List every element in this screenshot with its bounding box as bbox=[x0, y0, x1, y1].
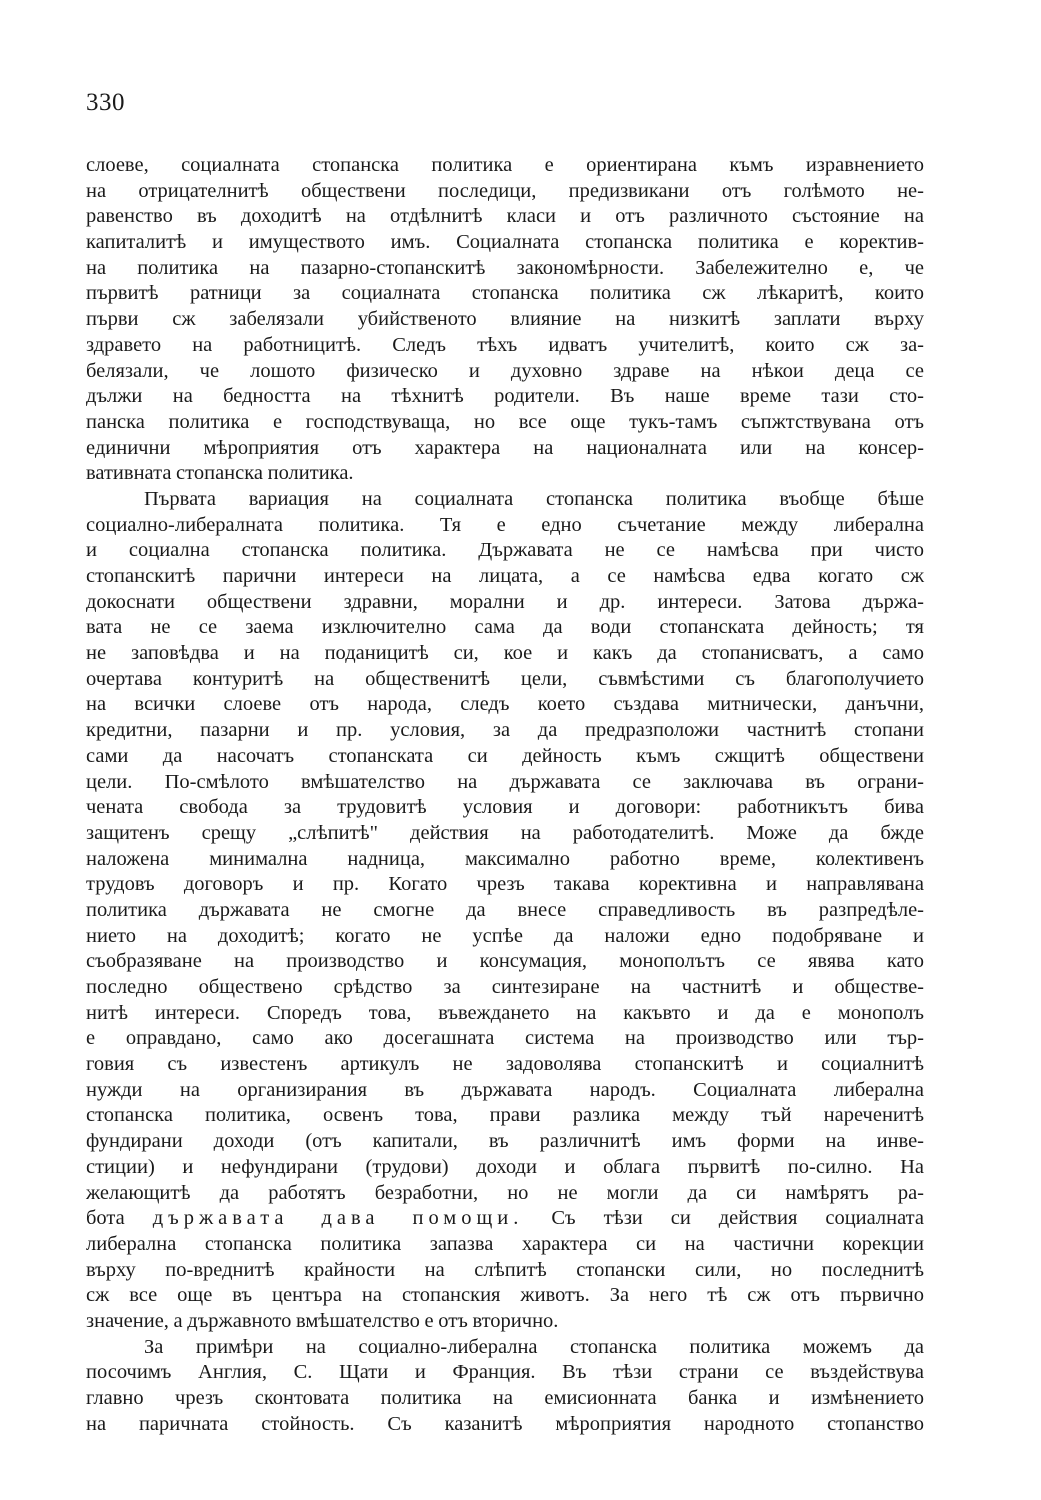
text-line: и социална стопанска политика. Държавата не се намѣсва при чисто bbox=[86, 539, 924, 562]
text-line: стиции) и нефундирани (трудови) доходи и облага първитѣ по-силно. На bbox=[86, 1155, 924, 1178]
text-line: докоснати обществени здравни, морални и др. интереси. Затова държа- bbox=[86, 590, 924, 613]
text-line: първи сж забелязали убийственото влияние на низкитѣ заплати върху bbox=[86, 308, 924, 331]
text-line-with-spaced-emphasis bbox=[86, 1206, 924, 1232]
text-line: фундирани доходи (отъ капитали, въ различнитѣ имъ форми на инве- bbox=[86, 1130, 924, 1153]
text-line: капиталитѣ и имуществото имъ. Социалната стопанска политика е коректив- bbox=[86, 231, 924, 254]
text-line: слоеве, социалната стопанска политика е ориентирана къмъ изравнението bbox=[86, 154, 924, 176]
text-line: кредитни, пазарни и пр. условия, за да предразположи частнитѣ стопани bbox=[86, 719, 924, 742]
text-line: либерална стопанска политика запазва характера си на частични корекции bbox=[86, 1232, 924, 1255]
text-line: не заповѣдва и на поданицитѣ си, кое и какъ да стопанисватъ, а само bbox=[86, 642, 924, 665]
text-line: наложена минимална надница, максимално работно време, колективенъ bbox=[86, 847, 924, 870]
text-line: равенство въ доходитѣ на отдѣлнитѣ класи и отъ различното състояние на bbox=[86, 205, 924, 228]
line-text-after: Съ тѣзи си действия социалната bbox=[523, 1207, 924, 1230]
paragraph-start-line: Първата вариация на социалната стопанска политика въобще бѣше bbox=[144, 487, 924, 510]
text-line: панска политика е господствуваща, но все още тукъ-тамъ съпжтствувана отъ bbox=[86, 410, 924, 433]
text-line: главно чрезъ сконтовата политика на емисионната банка и измѣнението bbox=[86, 1387, 924, 1409]
text-line: на отрицателнитѣ обществени последици, предизвикани отъ голѣмото не- bbox=[86, 179, 924, 202]
text-line: е оправдано, само ако досегашната система на производство или тър- bbox=[86, 1027, 924, 1050]
text-line: единични мѣроприятия отъ характера на националната или на консер- bbox=[86, 436, 924, 459]
text-line: първитѣ ратници за социалната стопанска политика сж лѣкаритѣ, които bbox=[86, 282, 924, 305]
text-line: белязали, че лошото физическо и духовно здраве на нѣкои деца се bbox=[86, 359, 924, 382]
text-line: желающитѣ да работятъ безработни, но не могли да си намѣрятъ ра- bbox=[86, 1181, 924, 1204]
text-line: посочимъ Англия, С. Щати и Франция. Въ тѣзи страни се въздействува bbox=[86, 1361, 924, 1384]
text-line: съобразяване на производство и консумация, монополътъ се явява като bbox=[86, 950, 924, 973]
paragraph-end-line: вативната стопанска политика. bbox=[86, 462, 354, 485]
text-line: очертава контуритѣ на общественитѣ цели, съвмѣстими съ благополучието bbox=[86, 667, 924, 690]
text-line: социално-либералната политика. Тя е едно съчетание между либерална bbox=[86, 513, 924, 536]
paragraph-end-line: значение, а държавното вмѣшателство е отъ вторично. bbox=[86, 1309, 559, 1332]
text-line: на всички слоеве отъ народа, следъ което създава митнически, данъчни, bbox=[86, 693, 924, 716]
text-line: последно обществено срѣдство за синтезиране на частнитѣ и обществе- bbox=[86, 976, 924, 998]
text-line: вата не се заема изключително сама да води стопанската дейность; тя bbox=[86, 616, 924, 639]
text-line: здравето на работницитѣ. Следъ тѣхъ идватъ учителитѣ, които сж за- bbox=[86, 333, 924, 356]
text-line: върху по-вреднитѣ крайности на слѣпитѣ стопански сили, но последнитѣ bbox=[86, 1258, 924, 1281]
page-number: 330 bbox=[86, 89, 125, 116]
text-line: сж все още въ центъра на стопанския животъ. За него тѣ сж отъ първично bbox=[86, 1284, 924, 1307]
text-line: на политика на пазарно-стопанскитѣ закономѣрности. Забележително е, че bbox=[86, 256, 924, 279]
text-line: цели. По-смѣлото вмѣшателство на държавата се заключава въ ограни- bbox=[86, 770, 924, 793]
text-line: говия съ известенъ артикулъ не задоволява стопанскитѣ и социалнитѣ bbox=[86, 1053, 924, 1076]
text-line: нието на доходитѣ; когато не успѣе да наложи едно подобряване и bbox=[86, 924, 924, 947]
text-line: на паричната стойность. Съ казанитѣ мѣроприятия народното стопанство bbox=[86, 1412, 924, 1435]
text-line: сами да насочатъ стопанската си дейность къмъ сжщитѣ обществени bbox=[86, 744, 924, 767]
text-line: нитѣ интереси. Споредъ това, въвеждането на какъвто и да е монополъ bbox=[86, 1001, 924, 1024]
line-text-before: бота bbox=[86, 1207, 153, 1230]
text-line: трудовъ договоръ и пр. Когато чрезъ такава корективна и направлявана bbox=[86, 873, 924, 896]
text-line: дължи на бедността на тѣхнитѣ родители. Въ наше време тази сто- bbox=[86, 385, 924, 408]
spaced-emphasis-text: държавата дава помощи. bbox=[152, 1207, 524, 1230]
text-line: политика държавата не смогне да внесе справедливость въ разпредѣле- bbox=[86, 898, 924, 921]
text-line: стопанска политика, освенъ това, прави разлика между тъй нареченитѣ bbox=[86, 1104, 924, 1127]
text-line: чената свобода за трудовитѣ условия и договори: работникътъ бива bbox=[86, 796, 924, 819]
text-line: нужди на организирания въ държавата народъ. Социалната либерална bbox=[86, 1078, 924, 1101]
text-line: стопанскитѣ парични интереси на лицата, а се намѣсва едва когато сж bbox=[86, 565, 924, 587]
paragraph-start-line: За примѣри на социално-либерална стопанска политика можемъ да bbox=[144, 1335, 924, 1358]
text-line: защитенъ срещу „слѣпитѣ" действия на работодателитѣ. Може да бжде bbox=[86, 821, 924, 844]
body-text bbox=[86, 153, 924, 1437]
